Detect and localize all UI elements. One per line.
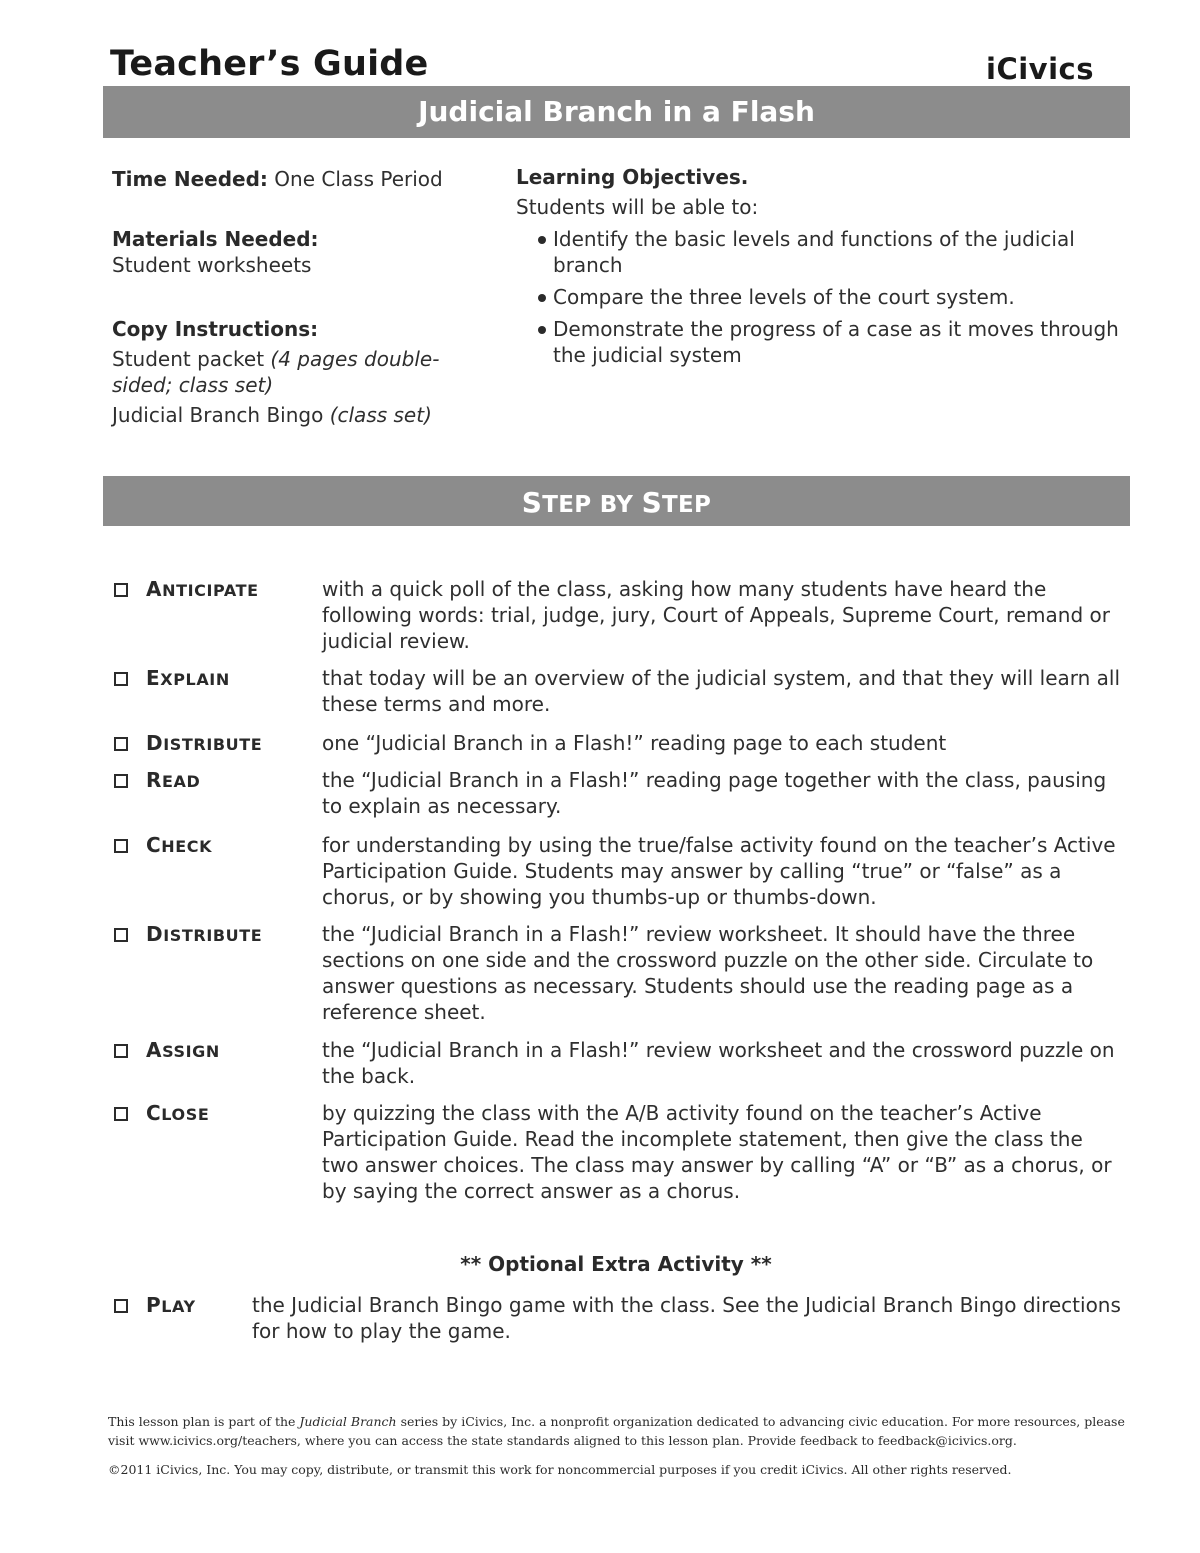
step-verb: EXPLAIN [146,666,230,690]
footer-text-rest: series by iCivics, Inc. a nonprofit organization dedicated to advancing civic education. For more resources, please visit www.icivics.org/teachers, where you can access the state standards aligned to this lesson plan. Provide feedback to feedback@icivics.org. [108,1414,1125,1448]
materials-needed [112,226,319,278]
objectives-label: Learning Objectives. [516,165,749,189]
step-description: one “Judicial Branch in a Flash!” reading page to each student [322,731,947,755]
objectives-list [516,226,1131,368]
banner-word-by: BY [591,492,642,518]
checkbox-icon[interactable] [114,672,128,686]
time-needed [112,166,443,192]
step-verb: ANTICIPATE [146,577,259,601]
step-distribute-worksheet [112,921,1122,1027]
checkbox-icon[interactable] [114,774,128,788]
step-description: by quizzing the class with the A/B activity found on the teacher’s Active Participation Guide. Read the incomplete statement, then give the class the two answer choices. The class may answer by calling “A” or “B” as a chorus, or by saying the correct answer as a chorus. [322,1101,1112,1203]
footer-note [108,1412,1128,1450]
icivics-logo: iCivics [986,52,1094,86]
step-verb: PLAY [146,1293,196,1317]
checkbox-icon[interactable] [114,928,128,942]
checkbox-icon[interactable] [114,1107,128,1121]
lesson-title-banner [103,86,1130,138]
step-description: for understanding by using the true/false activity found on the teacher’s Active Participation Guide. Students may answer by calling “true” or “false” as a chorus, or by showing you thumbs-up or thumbs-down. [322,833,1116,909]
step-verb: READ [146,768,201,792]
lesson-title: Judicial Branch in a Flash [418,95,815,128]
materials-value: Student worksheets [112,253,312,277]
copy-packet-note: (4 pages double-sided; class set) [112,347,440,397]
step-description: that today will be an overview of the judicial system, and that they will learn all these terms and more. [322,666,1121,716]
copy-bingo-note: (class set) [329,403,432,427]
copy-line-packet [112,346,497,398]
checkbox-icon[interactable] [114,583,128,597]
banner-word-step-cap: S [521,486,543,519]
step-description: the “Judicial Branch in a Flash!” review worksheet and the crossword puzzle on the back. [322,1038,1115,1088]
copy-line-bingo [112,402,497,428]
optional-heading: ** Optional Extra Activity ** [460,1252,772,1276]
footer-series: Judicial Branch [299,1414,397,1429]
step-play [112,1292,1122,1346]
footer-copyright: ©2011 iCivics, Inc. You may copy, distribute, or transmit this work for noncommercial purposes if you credit iCivics. All other rights reserved. [108,1462,1012,1477]
objectives-intro: Students will be able to: [516,195,759,219]
checkbox-icon[interactable] [114,839,128,853]
objective-item: Compare the three levels of the court system. [516,284,1131,310]
banner-word-step2-cap: S [641,486,663,519]
step-description: the “Judicial Branch in a Flash!” review worksheet. It should have the three sections on one side and the crossword puzzle on the other side. Circulate to answer questions as necessary. Students should use the reading page as a reference sheet. [322,922,1094,1024]
objective-item: Identify the basic levels and functions of the judicial branch [516,226,1131,278]
step-verb: CLOSE [146,1101,210,1125]
step-read [112,767,1122,821]
step-close [112,1100,1122,1206]
step-distribute-reading [112,730,1122,758]
step-explain [112,665,1122,719]
learning-objectives [516,164,1131,374]
checkbox-icon[interactable] [114,737,128,751]
step-description: the “Judicial Branch in a Flash!” reading page together with the class, pausing to explain as necessary. [322,768,1107,818]
time-value: One Class Period [274,167,443,191]
checkbox-icon[interactable] [114,1299,128,1313]
step-anticipate [112,576,1122,656]
guide-title: Teacher’s Guide [110,44,429,84]
step-verb: DISTRIBUTE [146,922,263,946]
copy-instructions [112,316,497,428]
time-label: Time Needed: [112,167,268,191]
checkbox-icon[interactable] [114,1044,128,1058]
objective-item: Demonstrate the progress of a case as it moves through the judicial system [516,316,1131,368]
step-verb: CHECK [146,833,213,857]
step-assign [112,1037,1122,1091]
copy-label: Copy Instructions: [112,317,319,341]
step-description: the Judicial Branch Bingo game with the class. See the Judicial Branch Bingo directions for how to play the game. [252,1293,1121,1343]
step-verb: DISTRIBUTE [146,731,263,755]
step-verb: ASSIGN [146,1038,220,1062]
banner-word-step-rest: TEP [542,492,592,518]
copy-bingo-text: Judicial Branch Bingo [112,403,330,427]
footer-text: This lesson plan is part of the [108,1414,300,1429]
copy-packet-text: Student packet [112,347,271,371]
materials-label: Materials Needed: [112,227,319,251]
banner-word-step2-rest: TEP [662,492,712,518]
step-check [112,832,1122,912]
step-description: with a quick poll of the class, asking how many students have heard the following words: trial, judge, jury, Court of Appeals, Supreme Court, remand or judicial review. [322,577,1110,653]
step-by-step-banner [103,476,1130,526]
